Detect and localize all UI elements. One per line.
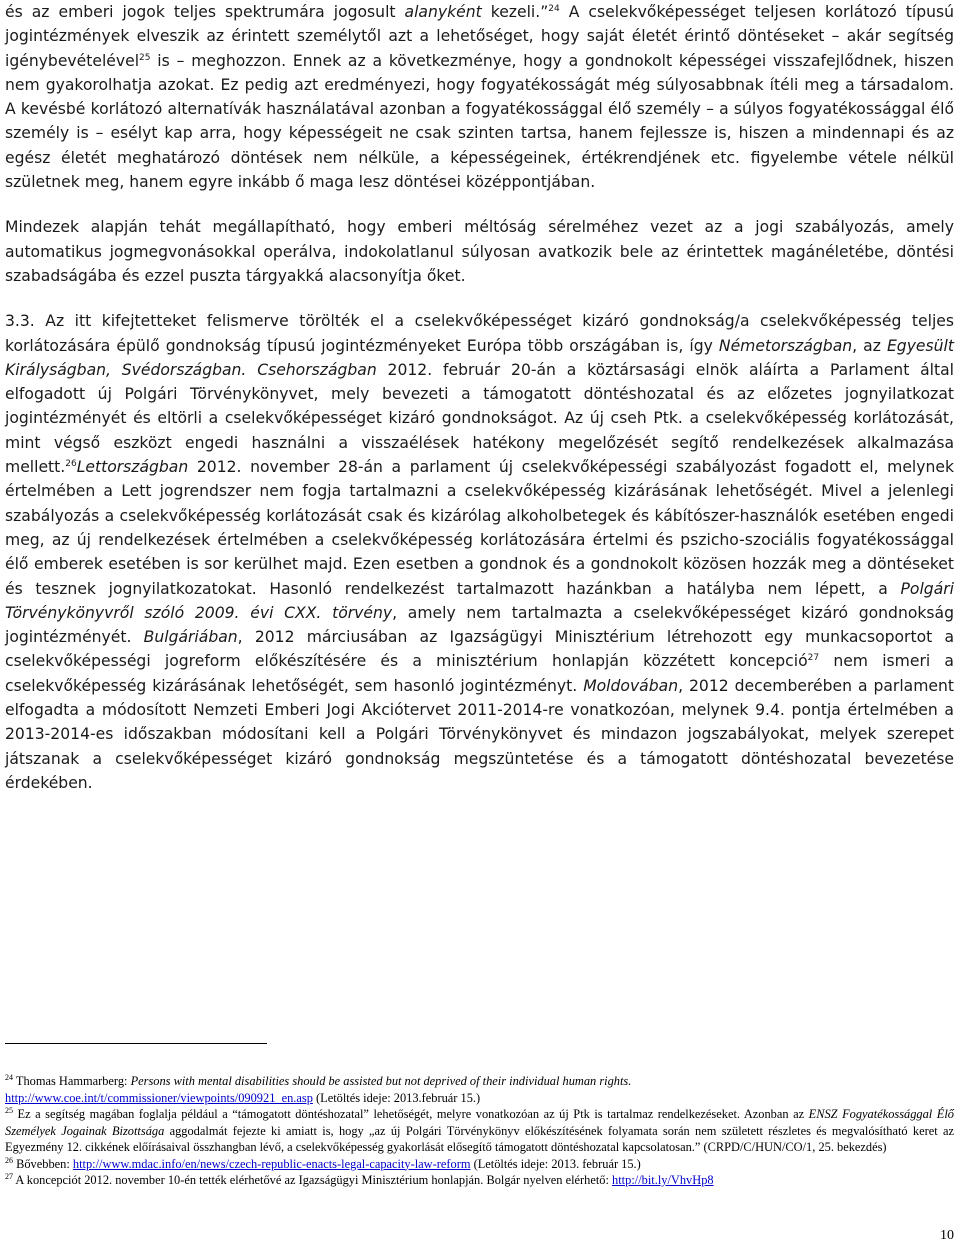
main-text xyxy=(5,0,954,795)
footnote-26 xyxy=(5,1156,954,1173)
text-run: kezeli.” xyxy=(481,3,549,21)
text-emphasis: Bulgáriában xyxy=(143,628,238,647)
footnote-link[interactable]: http://www.coe.int/t/commissioner/viewpoints/090921_en.asp xyxy=(5,1090,313,1105)
footnote-24 xyxy=(5,1073,954,1106)
footnote-text: (Letöltés ideje: 2013. február 15.) xyxy=(470,1156,641,1171)
paragraph-2: Mindezek alapján tehát megállapítható, hogy emberi méltóság sérelméhez vezet az a jogi szabályozás, amely automatikus jogmegvonásokkal operálva, indokolatlanul súlyosan avatkozik bele az érintettek magánéletébe, döntési szabadságába és ezzel puszta tárgyakká alacsonyítja őket. xyxy=(5,218,954,285)
footnote-25 xyxy=(5,1106,954,1156)
text-run: A cselekvőképességet teljesen korlátozó típusú jogintézmények elveszik az érintett személytől azt a lehetőséget, hogy saját életét érintő döntéseket – akár segítség igénybevételével xyxy=(5,3,954,70)
footnote-link[interactable]: http://bit.ly/VhvHp8 xyxy=(612,1173,714,1187)
text-run: 2012. november 28-án a parlament új cselekvőképességi szabályozást fogadott el, melynek értelmében a Lett jogrendszer nem fogja tartalmazni a cselekvőképesség kizárásának lehetőségét. Mivel a jelenlegi szabályozás a cselekvőképesség korlátozását csak és kizárólag alkoholbetegek és kábítószer-használók esetében engedi meg, az új rendelkezések értelmében a cselekvőképesség korlátozására értelmi és pszicho-szociális fogyatékossággal élő emberek esetében is sor kerülhet majd. Ezen esetben a gondnok és a gondnokolt közösen hozzák meg a döntéseket és tesznek jognyilatkozatokat. Hasonló rendelkezést tartalmazott hazánkban a hatályba nem lépett, a xyxy=(5,458,954,598)
text-run: nem ismeri a cselekvőképesség kizárásának lehetőségét, sem hasonló jogintézményt. xyxy=(5,652,954,695)
footnote-text: A koncepciót 2012. november 10-én tették elérhetővé az Igazságügyi Minisztérium honlapján. Bolgár nyelven elérhető: xyxy=(13,1173,613,1187)
text-run: , 2012 márciusában az Igazságügyi Minisztérium létrehozott egy munkacsoportot a cselekvőképességi jogreform előkészítésére és a minisztérium honlapján közzétett koncepció xyxy=(5,628,954,671)
text-run: , amely nem tartalmazta a cselekvőképességet kizáró gondnokság jogintézményét. xyxy=(5,603,954,647)
text-emphasis: Németországban xyxy=(718,336,853,355)
paragraph-1 xyxy=(5,0,954,194)
footnote-27 xyxy=(5,1172,954,1189)
paragraph-3 xyxy=(5,309,954,795)
footnote-link[interactable]: http://www.mdac.info/en/news/czech-republic-enacts-legal-capacity-law-reform xyxy=(72,1156,471,1171)
footnote-title: Persons with mental disabilities should be assisted but not deprived of their individual human rights. xyxy=(130,1074,632,1088)
footnote-ref-25[interactable]: 25 xyxy=(139,52,151,63)
footnote-number: 26 xyxy=(5,1155,13,1165)
text-run: 2012. február 20-án a köztársasági elnök aláírta a Parlament által elfogadott új Polgári Törvénykönyvet, mely bevezeti a támogatott döntéshozatal és az előzetes jognyilatkozat jogintézményét és eltörli a cselekvőképességet kizáró gondnokságot. Az új cseh Ptk. a cselekvőképesség korlátozását, mint végső eszközt engedi használni a visszaélések hatékony megelőzését segítő rendelkezések alkalmazása mellett. xyxy=(5,360,954,477)
text-run: és az emberi jogok teljes spektrumára jogosult xyxy=(5,3,405,21)
page-number: 10 xyxy=(940,1228,954,1243)
footnote-number: 27 xyxy=(5,1171,13,1181)
footnote-text: Thomas Hammarberg: xyxy=(13,1074,131,1088)
footnote-ref-27[interactable]: 27 xyxy=(807,653,820,664)
footnote-text: aggodalmát fejezte ki amiatt is, hogy „az új Polgári Törvénykönyv előkészítésének folyamata során nem született részletes és megvalósítható keret az Egyezmény 12. cikkének előírásaival összhangban lévő, a cselekvőképesség gyakorlását elősegítő támogatott döntéshozatal kapcsolatosan.” (CRPD/C/HUN/CO/1, 25. bekezdés) xyxy=(5,1123,954,1154)
text-emphasis: Polgári Törvénykönyvről szóló 2009. évi CXX. törvény xyxy=(5,579,954,622)
footnote-separator xyxy=(5,1043,267,1044)
footnote-text: (Letöltés ideje: 2013.február 15.) xyxy=(312,1090,481,1105)
footnote-text: Bővebben: xyxy=(13,1156,73,1171)
footnote-ref-24[interactable]: 24 xyxy=(548,3,560,14)
text-emphasis: alanyként xyxy=(404,3,482,21)
footnote-ref-26[interactable]: 26 xyxy=(65,458,77,469)
text-run: , 2012 decemberében a parlament elfogadta a módosított Nemzeti Emberi Jogi Akciótervet 2011-2014-re vonatkozóan, melynek 9.4. pontja értelmében a 2013-2014-es időszakban módosítani kell a Polgári Törvénykönyvet és mindazon jogszabályokat, melyek szerepet játszanak a cselekvőképességet kizáró gondnokság megszüntetése és a támogatott döntéshozatal bevezetése érdekében. xyxy=(5,676,954,792)
text-run: is – meghozzon. Ennek az a következménye, hogy a gondnokolt képességei visszafejlődnek, hiszen nem gyakorolhatja azokat. Ez pedig azt eredményezi, hogy fogyatékosságát még súlyosabbnak ítéli meg a társadalom. A kevésbé korlátozó alternatívák használatával azonban a fogyatékossággal élő személy – a súlyos fogyatékossággal élő személy is – esélyt kap arra, hogy képességeit ne csak szinten tartsa, hanem fejlessze is, hiszen a mindennapi és az egész életét meghatározó döntések nem nélküle, a képességeinek, értékrendjének etc. figyelembe vétele nélkül születnek meg, hanem egyre inkább ő maga lesz döntései középpontjában. xyxy=(5,51,954,192)
footnote-emphasis: ENSZ Fogyatékossággal Élő Személyek Jogainak Bizottsága xyxy=(5,1107,954,1138)
text-emphasis: Lettországban xyxy=(76,458,189,477)
footnotes xyxy=(5,1073,954,1189)
footnote-number: 24 xyxy=(5,1072,13,1082)
text-run: 3.3. Az itt kifejtetteket felismerve törölték el a cselekvőképességet kizáró gondnokság/a cselekvőképesség teljes korlátozására épülő gondnokság típusú jogintézményeket Európa több országában is, így xyxy=(5,312,954,355)
text-emphasis: Egyesült Királyságban, Svédországban. Csehországban xyxy=(5,336,954,379)
text-emphasis: Moldovában xyxy=(583,676,679,695)
text-run: , az xyxy=(852,336,887,355)
footnote-text: Ez a segítség magában foglalja például a “támogatott döntéshozatal” lehetőségét, melyre vonatkozóan az új Ptk is tartalmaz rendelkezéseket. Azonban az xyxy=(13,1107,809,1121)
footnote-number: 25 xyxy=(5,1105,13,1115)
